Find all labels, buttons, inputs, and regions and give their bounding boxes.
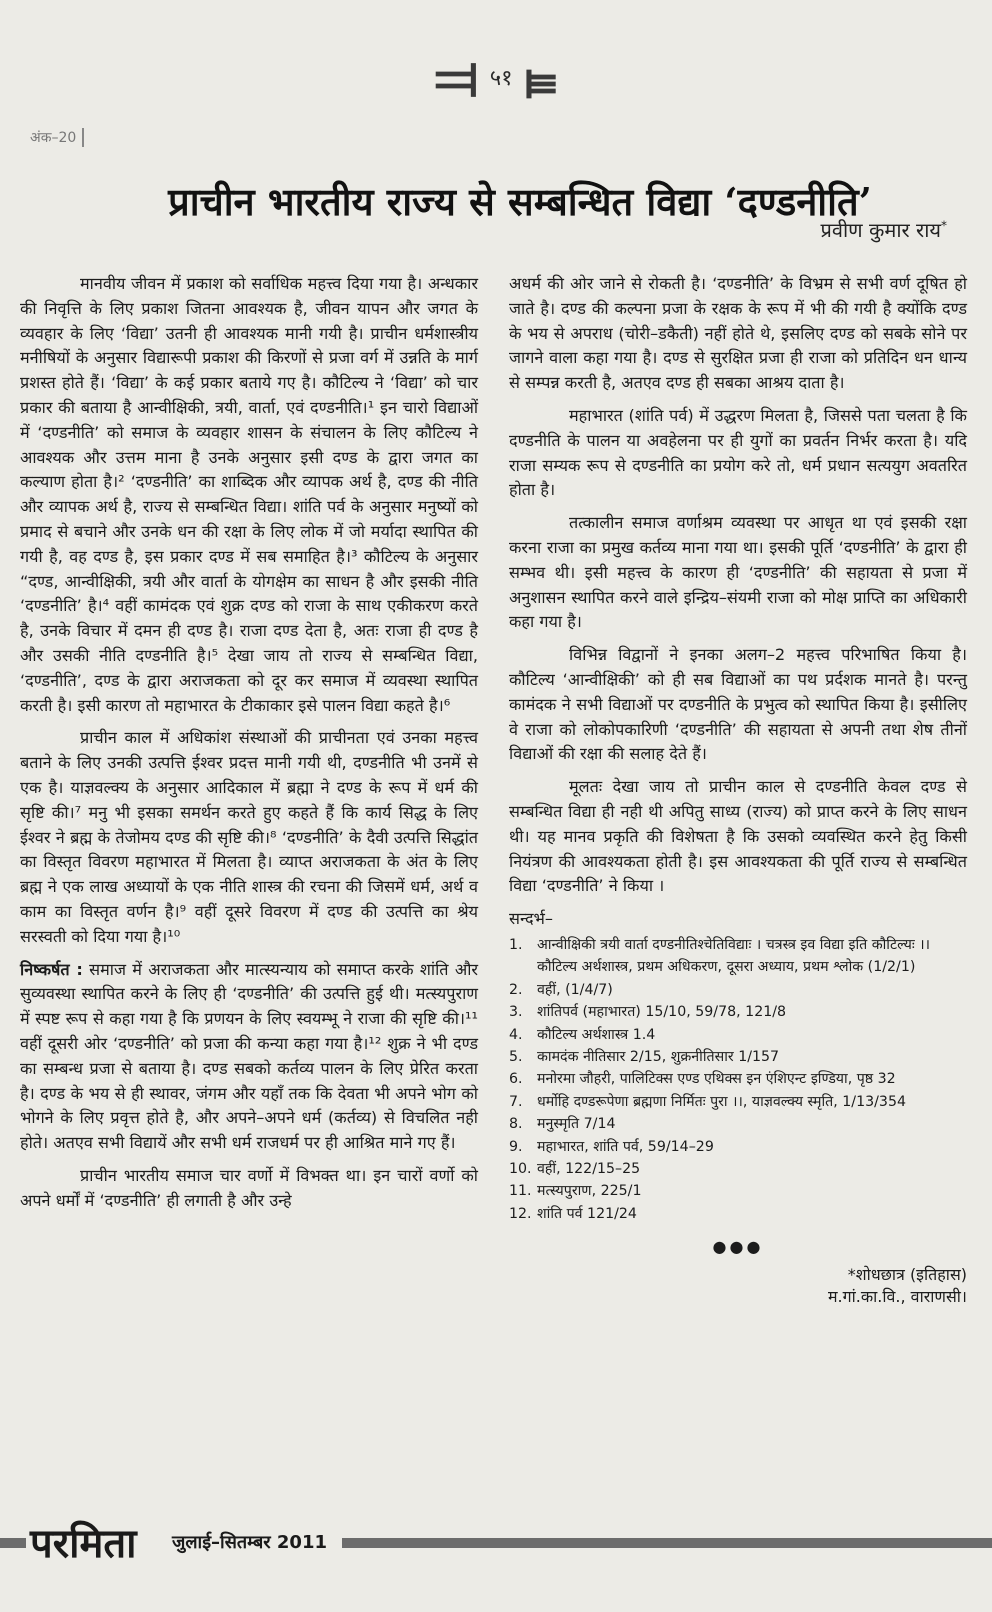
references-heading: सन्दर्भ–	[509, 909, 554, 929]
reference-item	[509, 1046, 967, 1068]
reference-item	[509, 1068, 967, 1090]
reference-text	[537, 1113, 967, 1135]
article-title: प्राचीन भारतीय राज्य से सम्बन्धित विद्या ‘दण्डनीति’	[168, 179, 872, 225]
reference-number: 7.	[509, 1093, 523, 1110]
references-list	[509, 934, 967, 1225]
reference-main: धर्मोहि दण्डरूपेणा ब्रह्मणा निर्मितः पुरा ।।, याज्ञवल्क्य स्मृति, 1/13/354	[537, 1093, 907, 1110]
reference-number: 10.	[509, 1160, 532, 1177]
journal-logo: परमिता	[30, 1520, 137, 1567]
reference-item	[509, 1180, 967, 1202]
reference-item	[509, 1158, 967, 1180]
reference-text	[537, 1180, 967, 1202]
reference-text	[537, 1001, 967, 1023]
reference-main: कौटिल्य अर्थशास्त्र 1.4	[537, 1026, 656, 1043]
reference-item	[509, 1091, 967, 1113]
reference-number: 6.	[509, 1071, 523, 1088]
reference-extra	[509, 956, 967, 978]
reference-main: कामदंक नीतिसार 2/15, शुक्रनीतिसार 1/157	[537, 1048, 780, 1065]
reference-number: 11.	[509, 1183, 532, 1200]
footer-rule-right	[342, 1538, 992, 1548]
conclusion-label: निष्कर्षत :	[20, 959, 83, 979]
reference-main: मनुस्मृति 7/14	[537, 1116, 616, 1133]
reference-item	[509, 934, 967, 956]
reference-main: मत्स्यपुराण, 225/1	[537, 1183, 642, 1200]
footer-rule-left	[0, 1538, 26, 1548]
reference-text	[537, 1024, 967, 1046]
paragraph: प्राचीन भारतीय समाज चार वर्णो में विभक्त था। इन चारों वर्णो को अपने धर्मों में ‘दण्डनीति’ ही लगाती है और उन्हे	[20, 1165, 478, 1210]
reference-main: आन्वीक्षिकी त्रयी वार्ता दण्डनीतिश्चेतिविद्याः । चत्रस्त्र इव विद्या इति कौटिल्यः ।।	[537, 936, 930, 953]
reference-extra-text: कौटिल्य अर्थशास्त्र, प्रथम अधिकरण, दूसरा अध्याय, प्रथम श्लोक (1/2/1)	[537, 959, 916, 976]
reference-text	[537, 1046, 967, 1068]
reference-number: 9.	[509, 1138, 523, 1155]
author-name: प्रवीण कुमार राय	[820, 218, 941, 242]
right-column	[509, 272, 967, 1308]
author-mark: *	[941, 218, 947, 233]
paragraph: प्राचीन काल में अधिकांश संस्थाओं की प्राचीनता एवं उनका महत्त्व बताने के लिए उनकी उत्पत्ति ईश्वर प्रदत्त मानी गयी थी, दण्डनीति भी उनमें से एक है। याज्ञवल्क्य के अनुसार आदिकाल में ब्रह्मा ने दण्ड के रूप में धर्म की सृष्टि की।⁷ मनु भी इसका समर्थन करते हुए कहते हैं कि कार्य सिद्ध के लिए ईश्वर ने ब्रह्म के तेजोमय दण्ड की सृष्टि की।⁸ ‘दण्डनीति’ के दैवी उत्पत्ति सिद्धांत का विस्तृत विवरण महाभारत में मिलता है। व्याप्त अराजकता के अंत के लिए ब्रह्म ने एक लाख अध्यायों के एक नीति शास्त्र की रचना की जिसमें धर्म, अर्थ व काम का विस्तृत वर्णन है।⁹ वहीं दूसरे विवरण में दण्ड की उत्पत्ति का श्रेय सरस्वती को दिया गया है।¹⁰	[20, 728, 478, 946]
reference-item	[509, 1024, 967, 1046]
reference-text	[537, 979, 967, 1001]
reference-number: 8.	[509, 1116, 523, 1133]
paragraph: मूलतः देखा जाय तो प्राचीन काल से दण्डनीति केवल दण्ड से सम्बन्धित विद्या ही नही थी अपितु साध्य (राज्य) को प्राप्त करने के लिए साधन थी। यह मानव प्रकृति की विशेषता है कि उसको व्यवस्थित करने हेतु किसी नियंत्रण की आवश्यकता होती है। इस आवश्यकता की पूर्ति राज्य से सम्बन्धित विद्या ‘दण्डनीति’ ने किया ।	[509, 777, 967, 896]
reference-main: महाभारत, शांति पर्व, 59/14–29	[537, 1138, 714, 1155]
author-line	[821, 216, 948, 243]
paragraph: विभिन्न विद्वानों ने इनका अलग–2 महत्त्व परिभाषित किया है। कौटिल्य ‘आन्वीक्षिकी’ को ही सब विद्याओं का पथ प्रर्दशक मानते है। परन्तु कामंदक ने सभी विद्याओं पर दण्डनीति के प्रभुत्व को स्थापित किया है। इसीलिए वे राजा को लोकोपकारिणी ‘दण्डनीति’ की सहायता से अपनी तथा शेष तीनों विद्याओं की रक्षा की सलाह देते हैं।	[509, 645, 967, 764]
reference-number: 12.	[509, 1205, 532, 1222]
reference-item	[509, 979, 967, 1001]
reference-text	[537, 1136, 967, 1158]
conclusion-paragraph	[20, 958, 478, 1156]
reference-item	[509, 1136, 967, 1158]
conclusion-text: समाज में अराजकता और मात्स्यन्याय को समाप्त करके शांति और सुव्यवस्था स्थापित करने के लिए ही ‘दण्डनीति’ की उत्पत्ति हुई थी। मत्स्यपुराण में स्पष्ट रूप से कहा गया है कि प्रणयन के लिए स्वयम्भू ने राजा की सृष्टि की।¹¹ वहीं दूसरी ओर ‘दण्डनीति’ को प्रजा की कन्या कहा गया है।¹² शुक्र ने भी दण्ड का सम्बन्ध प्रजा से बताया है। दण्ड सबको कर्तव्य पालन के लिए प्रेरित करता है। दण्ड के भय से ही स्थावर, जंगम और यहाँ तक कि देवता भी अपने भोग को भोगने के लिए प्रवृत्त होते है, और अपने–अपने धर्म (कर्तव्य) से विचलित नही होते। अतएव सभी विद्यायें और सभी धर्म राजधर्म पर ही आश्रित माने गए हैं।	[20, 959, 478, 1153]
issue-label: जुलाई–सितम्बर 2011	[172, 1532, 328, 1553]
reference-item	[509, 1203, 967, 1225]
reference-number: 2.	[509, 981, 523, 998]
left-column	[20, 272, 478, 1221]
reference-text	[537, 1068, 967, 1090]
reference-text	[537, 1158, 967, 1180]
reference-number: 5.	[509, 1048, 523, 1065]
end-dots: ●●●	[712, 1237, 764, 1257]
paragraph: तत्कालीन समाज वर्णाश्रम व्यवस्था पर आधृत था एवं इसकी रक्षा करना राजा का प्रमुख कर्तव्य माना गया था। इसकी पूर्ति ‘दण्डनीति’ के द्वारा ही सम्भव थी। इसी महत्त्व के कारण ही ‘दण्डनीति’ की सहायता से प्रजा में अनुशासन स्थापित करने वाले इन्द्रिय–संयमी राजा को मोक्ष प्राप्ति का अधिकारी कहा गया है।	[509, 513, 967, 632]
reference-text	[537, 1203, 967, 1225]
page-footer	[0, 1510, 992, 1570]
author-note-line2: म.गां.का.वि., वाराणसी।	[827, 1287, 967, 1306]
paragraph: अधर्म की ओर जाने से रोकती है। ‘दण्डनीति’ के विभ्रम से सभी वर्ण दूषित हो जाते है। दण्ड की कल्पना प्रजा के रक्षक के रूप में भी की गयी है क्योंकि दण्ड के भय से अपराध (चोरी–डकैती) नहीं होते थे, इसलिए दण्ड को सबके सोने पर जागने वाला कहा गया है। दण्ड से सुरक्षित प्रजा ही राजा को प्रतिदिन धन धान्य से सम्पन्न करती है, अतएव दण्ड ही सबका आश्रय दाता है।	[509, 274, 967, 393]
right-ornament: ⫢	[523, 43, 558, 111]
reference-item	[509, 1113, 967, 1135]
reference-text	[537, 1091, 967, 1113]
reference-item	[509, 1001, 967, 1023]
section-tag: अंक–20	[30, 128, 84, 147]
reference-main: वहीं, (1/4/7)	[537, 981, 613, 998]
reference-text	[537, 934, 967, 956]
page-header	[0, 43, 992, 111]
reference-main: शांतिपर्व (महाभारत) 15/10, 59/78, 121/8	[537, 1004, 787, 1021]
author-note	[509, 1264, 967, 1308]
page-number: ५१	[489, 66, 513, 91]
reference-number: 4.	[509, 1026, 523, 1043]
reference-main: शांति पर्व 121/24	[537, 1205, 637, 1222]
reference-number: 1.	[509, 936, 523, 953]
left-ornament: ⫤	[434, 43, 479, 111]
paragraph: महाभारत (शांति पर्व) में उद्धरण मिलता है, जिससे पता चलता है कि दण्डनीति के पालन या अवहेलना पर ही युगों का प्रवर्तन निर्भर करता है। यदि राजा सम्यक रूप से दण्डनीति का प्रयोग करे तो, धर्म प्रधान सत्ययुग अवतरित होता है।	[509, 405, 967, 500]
reference-number: 3.	[509, 1004, 523, 1021]
author-note-line1: *शोधछात्र (इतिहास)	[847, 1265, 967, 1284]
paragraph: मानवीय जीवन में प्रकाश को सर्वाधिक महत्त्व दिया गया है। अन्धकार की निवृत्ति के लिए प्रकाश जितना आवश्यक है, जीवन यापन और जगत के व्यवहार के लिए ‘विद्या’ उतनी ही आवश्यक मानी गयी है। प्राचीन धर्मशास्त्रीय मनीषियों के अनुसार विद्यारूपी प्रकाश की किरणों से प्रजा वर्ग में उन्नति के मार्ग प्रशस्त होते हैं। ‘विद्या’ के कई प्रकार बताये गए है। कौटिल्य ने ‘विद्या’ को चार प्रकार की बताया है आन्वीक्षिकी, त्रयी, वार्ता, एवं दण्डनीति।¹ इन चारो विद्याओं में ‘दण्डनीति’ को समाज के व्यवहार शासन के संचालन के लिए कौटिल्य ने आवश्यक और उत्तम माना है उनके अनुसार इसी दण्ड के द्वारा जगत का कल्याण होता है।² ‘दण्डनीति’ का शाब्दिक और व्यापक अर्थ है, दण्ड की नीति और व्यापक अर्थ है, राज्य से सम्बन्धित विद्या। शांति पर्व के अनुसार मनुष्यों को प्रमाद से बचाने और उनके धन की रक्षा के लिए लोक में जो मर्यादा स्थापित की गयी है, वह दण्ड है, इस प्रकार दण्ड में सब समाहित है।³ कौटिल्य के अनुसार “दण्ड, आन्वीक्षिकी, त्रयी और वार्ता के योगक्षेम का साधन है और इसकी नीति ‘दण्डनीति’ है।⁴ वहीं कामंदक एवं शुक्र दण्ड को राजा के साथ एकीकरण करते है, उनके विचार में दमन ही दण्ड है। राजा दण्ड देता है, अतः राजा ही दण्ड है और उसकी नीति दण्डनीति है।⁵ देखा जाय तो राज्य से सम्बन्धित विद्या, ‘दण्डनीति’, दण्ड के द्वारा अराजकता को दूर कर समाज में व्यवस्था स्थापित करती है। इसी कारण तो महाभारत के टीकाकार इसे पालन विद्या कहते है।⁶	[20, 274, 478, 715]
reference-main: वहीं, 122/15–25	[537, 1160, 641, 1177]
reference-main: मनोरमा जौहरी, पालिटिक्स एण्ड एथिक्स इन एंशिएन्ट इण्डिया, पृष्ठ 32	[537, 1071, 896, 1088]
